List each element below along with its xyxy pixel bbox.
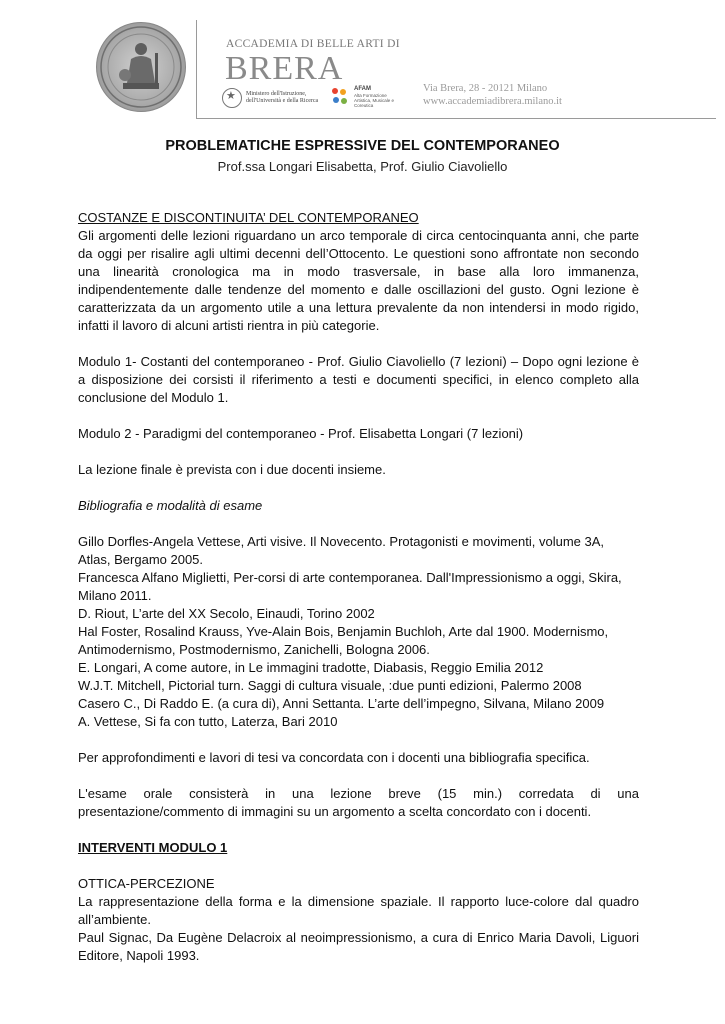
section-heading-costanze: COSTANZE E DISCONTINUITA’ DEL CONTEMPORANEO [78,210,419,225]
interventi-heading: INTERVENTI MODULO 1 [78,840,228,855]
document-title: PROBLEMATICHE ESPRESSIVE DEL CONTEMPORANEO [165,138,560,154]
bibliography-item: Hal Foster, Rosalind Krauss, Yve-Alain Bois, Benjamin Buchloh, Arte dal 1900. Modernismo, Antimodernismo, Postmodernismo, Zanichelli, Bologna 2006. [78,624,609,657]
ministry-logo [222,88,340,108]
bibliography-item: A. Vettese, Si fa con tutto, Laterza, Bari 2010 [78,714,338,729]
afam-title: AFAM [354,86,371,92]
bibliography-item: Casero C., Di Raddo E. (a cura di), Anni Settanta. L’arte dell’impegno, Silvana, Milano 2009 [78,696,605,711]
address-street: Via Brera, 28 - 20121 Milano [423,83,548,94]
afam-logo [331,86,398,108]
section-text-costanze: Gli argomenti delle lezioni riguardano un arco temporale di circa centocinquanta anni, che parte da oggi per risalire agli ultimi decenni dell’Ottocento. Le questioni sono affrontate non secondo una linearità cronologica ma in modo trasversale, in base alla loro immanenza, indipendentemente dalle tendenze del momento e dalle oscillazioni del gusto. Ogni lezione è caratterizzata da un argomento utile a una lettura prevalente da non intendersi in modo rigido, infatti il lavoro di alcuni artisti rientra in più categorie. [78,228,639,333]
ottica-reference: Paul Signac, Da Eugène Delacroix al neoimpressionismo, a cura di Enrico Maria Davoli, Liguori Editore, Napoli 1993. [78,930,639,963]
republic-emblem-icon [222,88,242,108]
bibliography-heading: Bibliografia e modalità di esame [78,498,263,513]
final-lesson-text: La lezione finale è prevista con i due docenti insieme. [78,462,386,477]
header-horizontal-divider [196,118,716,119]
exam-note: L'esame orale consisterà in una lezione breve (15 min.) corredata di una presentazione/commento di immagini su un argomento a scelta concordato con i docenti. [78,786,639,819]
letterhead [0,0,725,125]
seated-figure-icon [97,23,185,111]
afam-dots-icon [331,87,351,107]
academy-seal-logo [96,22,186,112]
document-subtitle: Prof.ssa Longari Elisabetta, Prof. Giulio Ciavoliello [217,159,508,174]
header-vertical-divider [196,20,197,118]
bibliography-item: W.J.T. Mitchell, Pictorial turn. Saggi di cultura visuale, :due punti edizioni, Palermo 2008 [78,678,582,693]
address-block [423,82,562,108]
bibliography-item: Francesca Alfano Miglietti, Per-corsi di arte contemporanea. Dall'Impressionismo a oggi, Skira, Milano 2011. [78,570,622,603]
bibliography-item: Gillo Dorfles-Angela Vettese, Arti visive. Il Novecento. Protagonisti e movimenti, volume 3A, Atlas, Bergamo 2005. [78,534,605,567]
ottica-text: La rappresentazione della forma e la dimensione spaziale. Il rapporto luce-colore dal quadro all’ambiente. [78,894,639,927]
academy-label: ACCADEMIA DI BELLE ARTI DI [226,38,400,50]
bibliography-item: E. Longari, A come autore, in Le immagini tradotte, Diabasis, Reggio Emilia 2012 [78,660,544,675]
afam-subtitle: Alta Formazione Artistica, Musicale e Coreutica [354,93,395,108]
website-link[interactable]: www.accademiadibrera.milano.it [423,96,562,107]
thesis-note: Per approfondimenti e lavori di tesi va concordata con i docenti una bibliografia specifica. [78,750,590,765]
document-body [78,209,639,965]
modulo-1-text: Modulo 1- Costanti del contemporaneo - Prof. Giulio Ciavoliello (7 lezioni) – Dopo ogni lezione è a disposizione dei corsisti il riferimento a testi e documenti specifici, in elenco completo alla conclusione del Modulo 1. [78,354,639,405]
brera-wordmark: BRERA [225,50,344,87]
modulo-2-text: Modulo 2 - Paradigmi del contemporaneo - Prof. Elisabetta Longari (7 lezioni) [78,426,524,441]
ottica-heading: OTTICA-PERCEZIONE [78,876,215,891]
bibliography-item: D. Riout, L’arte del XX Secolo, Einaudi, Torino 2002 [78,606,375,621]
ministry-text: Ministero dell'Istruzione, dell'Università e della Ricerca [246,91,319,104]
